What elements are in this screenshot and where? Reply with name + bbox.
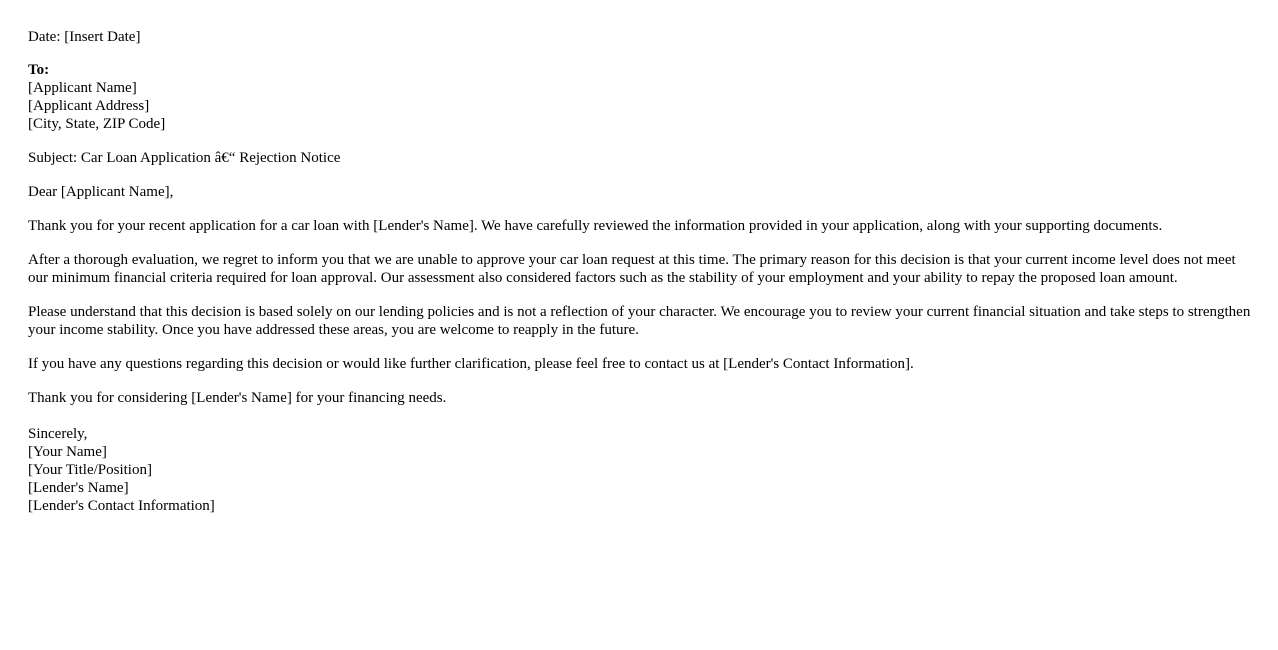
- date-text: Date: [Insert Date]: [28, 29, 141, 45]
- recipient-name: [Applicant Name]: [28, 80, 137, 96]
- body-paragraph-contact: If you have any questions regarding this decision or would like further clarification, please feel free to contact us at [Lender's Contact Information].: [28, 356, 914, 372]
- recipient-city-state-zip: [City, State, ZIP Code]: [28, 116, 166, 132]
- body-paragraph-encouragement: Please understand that this decision is based solely on our lending policies and is not a reflection of your character. We encourage you to review your current financial situation and take steps to strengthen your income stability. Once you have addressed these areas, you are welcome to reapply in the future.: [28, 304, 1251, 338]
- body-paragraph-intro: Thank you for your recent application for a car loan with [Lender's Name]. We have carefully reviewed the information provided in your application, along with your supporting documents.: [28, 218, 1163, 234]
- lender-contact: [Lender's Contact Information]: [28, 498, 215, 514]
- recipient-address: [Applicant Address]: [28, 98, 150, 114]
- valediction: Sincerely,: [28, 426, 88, 442]
- signer-name: [Your Name]: [28, 444, 107, 460]
- salutation: Dear [Applicant Name],: [28, 184, 174, 200]
- subject-line: Subject: Car Loan Application â€“ Rejection Notice: [28, 150, 341, 166]
- body-paragraph-thanks: Thank you for considering [Lender's Name] for your financing needs.: [28, 390, 447, 406]
- recipient-block: [28, 61, 1253, 133]
- signer-title: [Your Title/Position]: [28, 462, 152, 478]
- letter-body: [28, 28, 1253, 515]
- to-label: To:: [28, 62, 50, 78]
- date-line: [28, 28, 1253, 46]
- body-paragraph-decision: After a thorough evaluation, we regret to inform you that we are unable to approve your car loan request at this time. The primary reason for this decision is that your current income level does not meet our minimum financial criteria required for loan approval. Our assessment also considered factors such as the stability of your employment and your ability to repay the proposed loan amount.: [28, 252, 1236, 286]
- closing-block: [28, 425, 1253, 515]
- lender-name: [Lender's Name]: [28, 480, 129, 496]
